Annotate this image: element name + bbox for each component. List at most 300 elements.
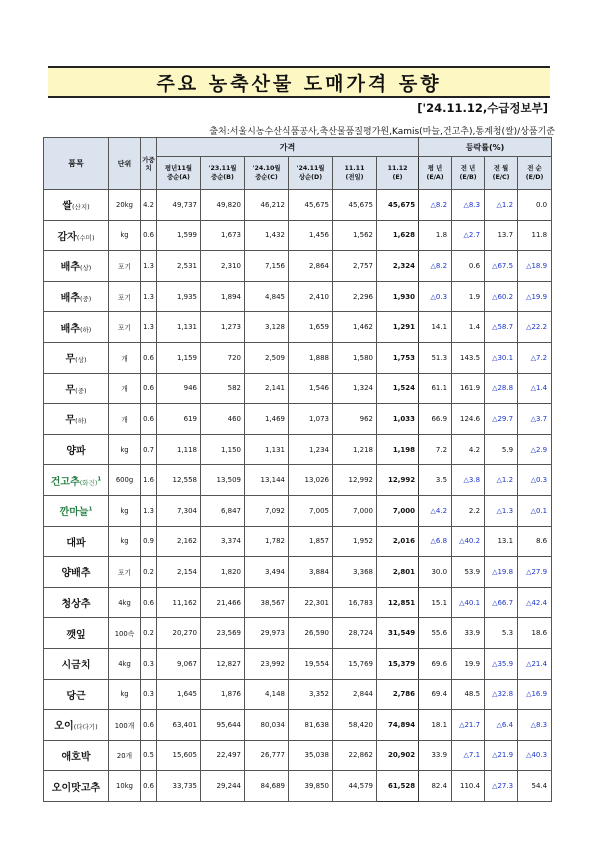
item-unit: 10kg	[109, 771, 141, 802]
price-value: 1,935	[157, 281, 201, 312]
price-value: 1,673	[201, 220, 245, 251]
table-row	[44, 373, 552, 404]
table-row	[44, 740, 552, 771]
item-name: 배추(중)	[44, 281, 109, 312]
rate-value: △1.2	[485, 190, 518, 221]
rate-value: 15.1	[419, 587, 452, 618]
rate-value: 13.7	[485, 220, 518, 251]
rate-value: △19.8	[485, 557, 518, 588]
price-value: 29,973	[245, 618, 289, 649]
table-row	[44, 281, 552, 312]
price-value: 63,401	[157, 710, 201, 741]
rate-value: 33.9	[419, 740, 452, 771]
item-unit: 4kg	[109, 587, 141, 618]
price-today: 31,549	[377, 618, 419, 649]
item-weight: 0.6	[141, 404, 157, 435]
rate-value: 19.9	[452, 648, 485, 679]
header-rate-col: 평 년 (E/A)	[419, 157, 452, 190]
item-unit: kg	[109, 526, 141, 557]
price-value: 1,234	[289, 434, 333, 465]
header-price-col: 11.11 (전일)	[333, 157, 377, 190]
rate-value: △7.2	[518, 342, 552, 373]
rate-value: △32.8	[485, 679, 518, 710]
rate-value: 110.4	[452, 771, 485, 802]
rate-value: 4.2	[452, 434, 485, 465]
rate-value: 3.5	[419, 465, 452, 496]
price-value: 1,218	[333, 434, 377, 465]
rate-value: △60.2	[485, 281, 518, 312]
rate-value: 143.5	[452, 342, 485, 373]
table-row	[44, 679, 552, 710]
price-today: 1,930	[377, 281, 419, 312]
rate-value: 7.2	[419, 434, 452, 465]
rate-value: △8.2	[419, 190, 452, 221]
item-name: 쌀(산지)	[44, 190, 109, 221]
price-value: 1,857	[289, 526, 333, 557]
item-name: 깐마늘$^1$	[44, 495, 109, 526]
item-name: 무(상)	[44, 342, 109, 373]
rate-value: △29.7	[485, 404, 518, 435]
price-value: 3,494	[245, 557, 289, 588]
rate-value: △3.8	[452, 465, 485, 496]
price-value: 1,888	[289, 342, 333, 373]
item-weight: 1.6	[141, 465, 157, 496]
price-value: 11,162	[157, 587, 201, 618]
price-value: 45,675	[289, 190, 333, 221]
table-row	[44, 526, 552, 557]
price-value: 13,509	[201, 465, 245, 496]
rate-value: △30.1	[485, 342, 518, 373]
item-unit: 20kg	[109, 190, 141, 221]
price-value: 1,324	[333, 373, 377, 404]
table-row	[44, 312, 552, 343]
price-today: 1,291	[377, 312, 419, 343]
price-value: 1,820	[201, 557, 245, 588]
rate-value: △42.4	[518, 587, 552, 618]
price-value: 7,000	[333, 495, 377, 526]
item-unit: 개	[109, 373, 141, 404]
price-value: 1,659	[289, 312, 333, 343]
item-unit: 포기	[109, 312, 141, 343]
price-value: 7,156	[245, 251, 289, 282]
header-price-group: 가격	[157, 138, 419, 157]
rate-value: 161.9	[452, 373, 485, 404]
rate-value: △1.3	[485, 495, 518, 526]
rate-value: 69.4	[419, 679, 452, 710]
rate-value: △40.2	[452, 526, 485, 557]
price-value: 2,141	[245, 373, 289, 404]
price-value: 38,567	[245, 587, 289, 618]
item-weight: 0.6	[141, 771, 157, 802]
item-unit: 개	[109, 342, 141, 373]
table-row	[44, 190, 552, 221]
price-today: 1,033	[377, 404, 419, 435]
rate-value: 0.0	[518, 190, 552, 221]
table-row	[44, 557, 552, 588]
rate-value: △0.3	[518, 465, 552, 496]
item-weight: 0.3	[141, 648, 157, 679]
price-value: 26,777	[245, 740, 289, 771]
price-value: 12,558	[157, 465, 201, 496]
header-price-col: '24.11월 상순(D)	[289, 157, 333, 190]
price-value: 46,212	[245, 190, 289, 221]
price-value: 7,304	[157, 495, 201, 526]
rate-value: 61.1	[419, 373, 452, 404]
rate-value: 14.1	[419, 312, 452, 343]
price-today: 1,753	[377, 342, 419, 373]
price-value: 1,599	[157, 220, 201, 251]
item-name: 당근	[44, 679, 109, 710]
rate-value: 1.8	[419, 220, 452, 251]
price-value: 16,783	[333, 587, 377, 618]
price-today: 20,902	[377, 740, 419, 771]
table-row	[44, 465, 552, 496]
price-today: 2,016	[377, 526, 419, 557]
item-name: 배추(하)	[44, 312, 109, 343]
rate-value: 48.5	[452, 679, 485, 710]
table-row	[44, 404, 552, 435]
price-value: 21,466	[201, 587, 245, 618]
table-row	[44, 495, 552, 526]
price-value: 84,689	[245, 771, 289, 802]
price-value: 2,162	[157, 526, 201, 557]
price-value: 12,992	[333, 465, 377, 496]
item-weight: 0.2	[141, 557, 157, 588]
page-title: 주요 농축산물 도매가격 동향	[156, 72, 442, 95]
price-value: 95,644	[201, 710, 245, 741]
item-weight: 0.9	[141, 526, 157, 557]
rate-value: 55.6	[419, 618, 452, 649]
price-value: 6,847	[201, 495, 245, 526]
price-value: 460	[201, 404, 245, 435]
price-value: 2,864	[289, 251, 333, 282]
price-today: 1,628	[377, 220, 419, 251]
rate-value: 0.6	[452, 251, 485, 282]
item-weight: 0.6	[141, 710, 157, 741]
price-value: 22,301	[289, 587, 333, 618]
item-weight: 0.3	[141, 679, 157, 710]
item-name: 시금치	[44, 648, 109, 679]
item-name: 깻잎	[44, 618, 109, 649]
item-weight: 1.3	[141, 281, 157, 312]
rate-value: △27.9	[518, 557, 552, 588]
table-row	[44, 618, 552, 649]
header-weight: 가중치	[141, 138, 157, 190]
price-value: 1,782	[245, 526, 289, 557]
rate-value: 66.9	[419, 404, 452, 435]
price-today: 1,524	[377, 373, 419, 404]
item-unit: 4kg	[109, 648, 141, 679]
item-weight: 0.6	[141, 220, 157, 251]
rate-value: △40.3	[518, 740, 552, 771]
price-today: 12,992	[377, 465, 419, 496]
price-value: 720	[201, 342, 245, 373]
price-value: 20,270	[157, 618, 201, 649]
rate-value: 82.4	[419, 771, 452, 802]
price-value: 7,092	[245, 495, 289, 526]
price-value: 1,456	[289, 220, 333, 251]
item-weight: 4.2	[141, 190, 157, 221]
item-weight: 1.3	[141, 495, 157, 526]
price-value: 1,580	[333, 342, 377, 373]
item-name: 오이(다다기)	[44, 710, 109, 741]
rate-value: △28.8	[485, 373, 518, 404]
price-value: 4,845	[245, 281, 289, 312]
rate-value: △2.9	[518, 434, 552, 465]
price-value: 3,352	[289, 679, 333, 710]
rate-value: 13.1	[485, 526, 518, 557]
table-row	[44, 251, 552, 282]
header-price-col: 11.12 (E)	[377, 157, 419, 190]
rate-value: △21.9	[485, 740, 518, 771]
page-title-box	[48, 66, 550, 98]
item-unit: kg	[109, 220, 141, 251]
price-value: 26,590	[289, 618, 333, 649]
table-row	[44, 710, 552, 741]
price-value: 1,159	[157, 342, 201, 373]
rate-value: △1.4	[518, 373, 552, 404]
price-value: 33,735	[157, 771, 201, 802]
rate-value: △21.7	[452, 710, 485, 741]
item-unit: 포기	[109, 281, 141, 312]
item-name: 애호박	[44, 740, 109, 771]
price-value: 49,820	[201, 190, 245, 221]
price-value: 29,244	[201, 771, 245, 802]
price-value: 22,862	[333, 740, 377, 771]
rate-value: △2.7	[452, 220, 485, 251]
rate-value: 8.6	[518, 526, 552, 557]
price-value: 1,118	[157, 434, 201, 465]
price-today: 15,379	[377, 648, 419, 679]
price-today: 61,528	[377, 771, 419, 802]
price-today: 74,894	[377, 710, 419, 741]
price-today: 2,324	[377, 251, 419, 282]
report-date: ['24.11.12,수급정보부]	[417, 101, 548, 115]
price-today: 45,675	[377, 190, 419, 221]
header-rate-group: 등락률(%)	[419, 138, 552, 157]
rate-value: △6.4	[485, 710, 518, 741]
price-value: 2,757	[333, 251, 377, 282]
item-weight: 1.3	[141, 251, 157, 282]
header-rate-col: 전 순 (E/D)	[518, 157, 552, 190]
price-value: 12,827	[201, 648, 245, 679]
price-today: 2,801	[377, 557, 419, 588]
item-unit: 600g	[109, 465, 141, 496]
rate-value: △1.2	[485, 465, 518, 496]
price-value: 9,067	[157, 648, 201, 679]
table-row	[44, 342, 552, 373]
header-price-col: '24.10월 중순(C)	[245, 157, 289, 190]
price-value: 35,038	[289, 740, 333, 771]
price-value: 1,876	[201, 679, 245, 710]
rate-value: 53.9	[452, 557, 485, 588]
rate-value: △3.7	[518, 404, 552, 435]
item-name: 감자(수미)	[44, 220, 109, 251]
price-value: 2,310	[201, 251, 245, 282]
item-name: 양배추	[44, 557, 109, 588]
item-name: 청상추	[44, 587, 109, 618]
item-weight: 0.7	[141, 434, 157, 465]
price-value: 1,131	[245, 434, 289, 465]
rate-value: △21.4	[518, 648, 552, 679]
rate-value: △8.2	[419, 251, 452, 282]
rate-value: △8.3	[452, 190, 485, 221]
price-value: 23,569	[201, 618, 245, 649]
price-value: 1,131	[157, 312, 201, 343]
price-value: 1,469	[245, 404, 289, 435]
price-value: 2,531	[157, 251, 201, 282]
rate-value: △67.5	[485, 251, 518, 282]
item-unit: 100속	[109, 618, 141, 649]
rate-value: 5.9	[485, 434, 518, 465]
price-value: 1,645	[157, 679, 201, 710]
price-value: 13,144	[245, 465, 289, 496]
item-name: 오이맛고추	[44, 771, 109, 802]
table-row	[44, 434, 552, 465]
price-value: 7,005	[289, 495, 333, 526]
item-name: 무(하)	[44, 404, 109, 435]
price-value: 15,769	[333, 648, 377, 679]
price-value: 28,724	[333, 618, 377, 649]
price-today: 12,851	[377, 587, 419, 618]
source-note: 출처:서울시농수산식품공사,축산물품질평가원,Kamis(마늘,건고추),통계청(쌀)/상품기준	[209, 127, 555, 137]
price-value: 45,675	[333, 190, 377, 221]
table-row	[44, 648, 552, 679]
item-unit: kg	[109, 679, 141, 710]
header-unit: 단위	[109, 138, 141, 190]
header-price-col: 평년11월 중순(A)	[157, 157, 201, 190]
price-today: 2,786	[377, 679, 419, 710]
rate-value: 1.9	[452, 281, 485, 312]
rate-value: △4.2	[419, 495, 452, 526]
price-value: 1,150	[201, 434, 245, 465]
header-rate-col: 전 월 (E/C)	[485, 157, 518, 190]
item-weight: 0.6	[141, 587, 157, 618]
header-rate-col: 전 년 (E/B)	[452, 157, 485, 190]
item-unit: 개	[109, 404, 141, 435]
rate-value: △22.2	[518, 312, 552, 343]
price-value: 1,562	[333, 220, 377, 251]
price-value: 1,952	[333, 526, 377, 557]
price-value: 3,368	[333, 557, 377, 588]
price-value: 22,497	[201, 740, 245, 771]
price-value: 1,894	[201, 281, 245, 312]
header-price-col: '23.11월 중순(B)	[201, 157, 245, 190]
item-unit: 100개	[109, 710, 141, 741]
rate-value: 124.6	[452, 404, 485, 435]
rate-value: △18.9	[518, 251, 552, 282]
rate-value: 2.2	[452, 495, 485, 526]
item-name: 배추(상)	[44, 251, 109, 282]
item-unit: kg	[109, 434, 141, 465]
price-value: 946	[157, 373, 201, 404]
price-value: 1,462	[333, 312, 377, 343]
price-today: 1,198	[377, 434, 419, 465]
price-value: 3,884	[289, 557, 333, 588]
item-unit: 포기	[109, 251, 141, 282]
item-unit: kg	[109, 495, 141, 526]
rate-value: 51.3	[419, 342, 452, 373]
price-value: 2,154	[157, 557, 201, 588]
price-value: 19,554	[289, 648, 333, 679]
price-value: 81,638	[289, 710, 333, 741]
price-value: 3,374	[201, 526, 245, 557]
price-table	[43, 137, 552, 802]
item-name: 양파	[44, 434, 109, 465]
price-value: 58,420	[333, 710, 377, 741]
rate-value: △40.1	[452, 587, 485, 618]
item-unit: 20개	[109, 740, 141, 771]
rate-value: 69.6	[419, 648, 452, 679]
item-weight: 0.6	[141, 373, 157, 404]
price-value: 80,034	[245, 710, 289, 741]
rate-value: 54.4	[518, 771, 552, 802]
price-value: 49,737	[157, 190, 201, 221]
rate-value: 11.8	[518, 220, 552, 251]
price-value: 1,432	[245, 220, 289, 251]
rate-value: △27.3	[485, 771, 518, 802]
item-name: 건고추(화건)$^1$	[44, 465, 109, 496]
price-value: 23,992	[245, 648, 289, 679]
price-value: 2,296	[333, 281, 377, 312]
rate-value: △7.1	[452, 740, 485, 771]
table-row	[44, 587, 552, 618]
rate-value: △6.8	[419, 526, 452, 557]
price-value: 13,026	[289, 465, 333, 496]
header-item: 품목	[44, 138, 109, 190]
rate-value: 1.4	[452, 312, 485, 343]
item-weight: 0.6	[141, 342, 157, 373]
item-name: 무(중)	[44, 373, 109, 404]
price-value: 39,850	[289, 771, 333, 802]
item-weight: 1.3	[141, 312, 157, 343]
rate-value: △8.3	[518, 710, 552, 741]
price-value: 1,273	[201, 312, 245, 343]
price-value: 1,073	[289, 404, 333, 435]
price-value: 2,509	[245, 342, 289, 373]
price-value: 15,605	[157, 740, 201, 771]
price-value: 619	[157, 404, 201, 435]
rate-value: △0.3	[419, 281, 452, 312]
rate-value: 18.6	[518, 618, 552, 649]
price-value: 582	[201, 373, 245, 404]
rate-value: 30.0	[419, 557, 452, 588]
price-today: 7,000	[377, 495, 419, 526]
item-weight: 0.2	[141, 618, 157, 649]
price-value: 1,546	[289, 373, 333, 404]
price-value: 2,410	[289, 281, 333, 312]
price-value: 44,579	[333, 771, 377, 802]
rate-value: △0.1	[518, 495, 552, 526]
table-row	[44, 771, 552, 802]
table-row	[44, 220, 552, 251]
price-value: 962	[333, 404, 377, 435]
rate-value: △66.7	[485, 587, 518, 618]
item-unit: 포기	[109, 557, 141, 588]
rate-value: △19.9	[518, 281, 552, 312]
price-value: 2,844	[333, 679, 377, 710]
rate-value: △35.9	[485, 648, 518, 679]
rate-value: △58.7	[485, 312, 518, 343]
price-value: 4,148	[245, 679, 289, 710]
rate-value: 5.3	[485, 618, 518, 649]
rate-value: △16.9	[518, 679, 552, 710]
item-name: 대파	[44, 526, 109, 557]
price-value: 3,128	[245, 312, 289, 343]
rate-value: 33.9	[452, 618, 485, 649]
rate-value: 18.1	[419, 710, 452, 741]
item-weight: 0.5	[141, 740, 157, 771]
